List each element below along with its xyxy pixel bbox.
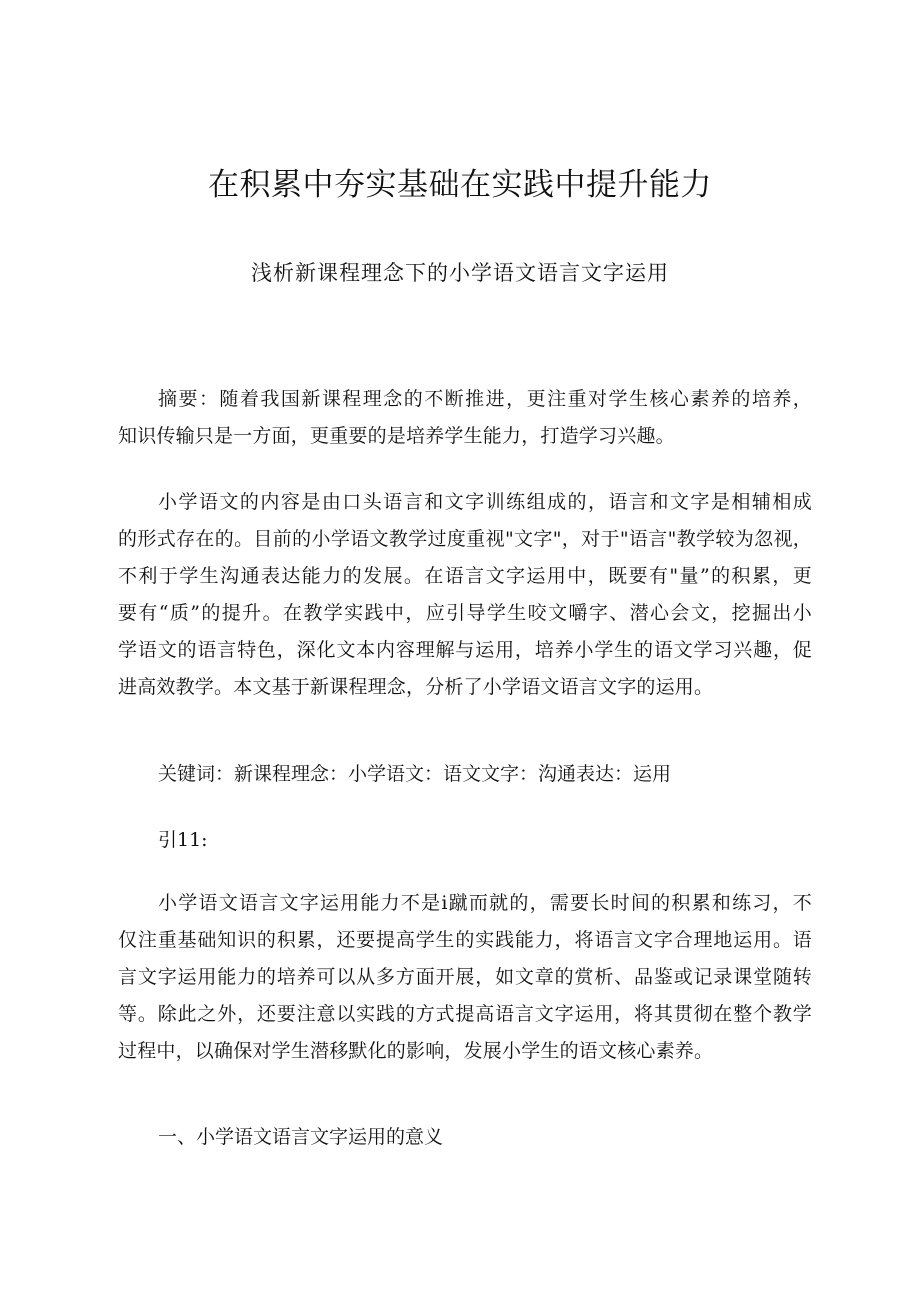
paragraph-line: 仅注重基础知识的积累，还要提高学生的实践能力，将语言文字合理地运用。语 [118,929,812,951]
paragraph-line: 不利于学生沟通表达能力的发展。在语言文字运用中，既要有"量”的积累，更 [118,565,812,587]
section-heading: 一、小学语文语言文字运用的意义 [158,1126,444,1148]
intro-paragraph [118,484,812,706]
paragraph-line: 小学语文语言文字运用能力不是i蹴而就的，需要长时间的积累和练习，不 [158,892,812,914]
abstract-line: 摘要：随着我国新课程理念的不断推进，更注重对学生核心素养的培养， [158,388,812,410]
paragraph-line: 过程中，以确保对学生潜移默化的影响，发展小学生的语文核心素养。 [118,1040,714,1062]
paragraph-line: 等。除此之外，还要注意以实践的方式提高语言文字运用，将其贯彻在整个教学 [118,1003,812,1025]
body-paragraph [118,885,812,1070]
paragraph-line: 言文字运用能力的培养可以从多方面开展，如文章的赏析、品鉴或记录课堂随转 [118,966,812,988]
document-title: 在积累中夯实基础在实践中提升能力 [208,167,712,203]
paragraph-line: 要有“质”的提升。在教学实践中，应引导学生咬文嚼字、潜心会文，挖掘出小 [118,602,812,624]
document-subtitle: 浅析新课程理念下的小学语文语言文字运用 [251,261,669,285]
paragraph-line: 小学语文的内容是由口头语言和文字训练组成的，语言和文字是相辅相成 [158,491,812,513]
abstract-paragraph [118,381,812,455]
paragraph-line: 的形式存在的。目前的小学语文教学过度重视"文字"，对于"语言"教学较为忽视， [118,528,812,550]
abstract-line: 知识传输只是一方面，更重要的是培养学生能力，打造学习兴趣。 [118,425,675,447]
paragraph-line: 进高效教学。本文基于新课程理念，分析了小学语文语言文字的运用。 [118,676,714,698]
keywords-line: 关键词：新课程理念：小学语文：语文文字：沟通表达：运用 [158,763,672,785]
paragraph-line: 学语文的语言特色，深化文本内容理解与运用，培养小学生的语文学习兴趣，促 [118,639,812,661]
intro-heading: 引11: [158,829,208,851]
